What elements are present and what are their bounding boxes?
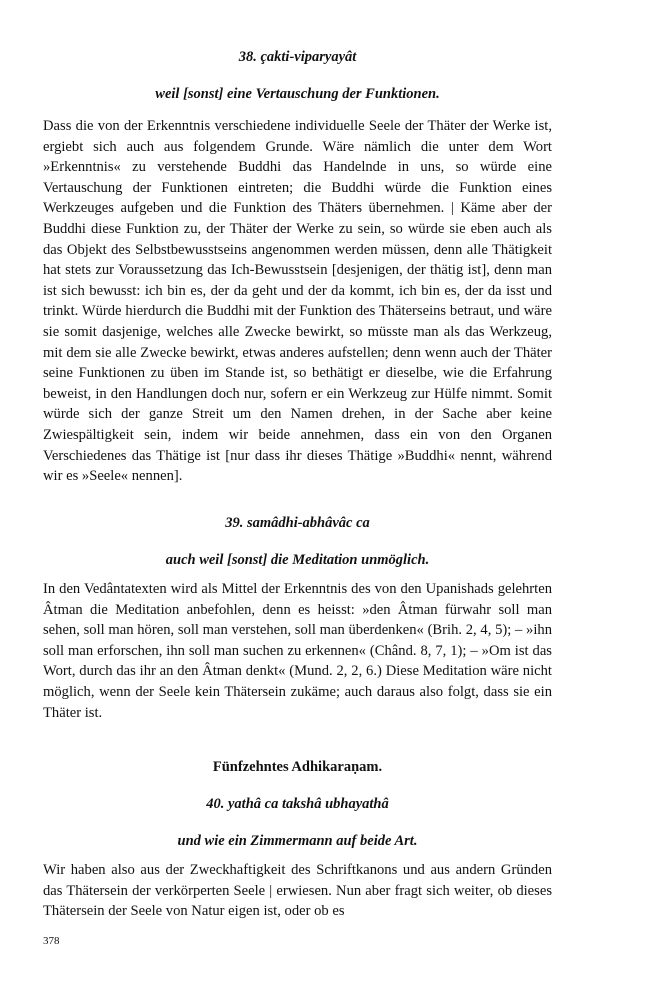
- sutra-39-commentary: In den Vedântatexten wird als Mittel der Erkenntnis des von den Upanishads gelehrten Âtman die Meditation anbefohlen, denn es heisst: »den Âtman fürwahr soll man sehen, soll man hören, soll man verstehen, soll man überdenken« (Brih. 2, 4, 5); – »ihn soll man erforschen, ihn soll man suchen zu erkennen« (Chând. 8, 7, 1); – »Om ist das Wort, durch das ihr an den Âtman denkt« (Mund. 2, 2, 6.) Diese Meditation wäre nicht möglich, wenn der Seele kein Thätersein zukäme; auch daraus also folgt, dass sie ein Thäter ist.: [43, 581, 552, 721]
- sutra-40-translation: und wie ein Zimmermann auf beide Art.: [177, 833, 418, 849]
- page-number: 378: [43, 935, 60, 947]
- sutra-40-commentary: Wir haben also aus der Zweckhaftigkeit des Schriftkanons und aus andern Gründen das Thätersein der verkörperten Seele | erwiesen. Nun aber fragt sich weiter, ob dieses Thätersein der Seele von Natur eigen ist, oder ob es: [43, 862, 552, 920]
- sutra-39-translation: auch weil [sonst] die Meditation unmöglich.: [165, 552, 430, 568]
- sutra-38-heading: 38. çakti-viparyayât: [238, 49, 357, 65]
- sutra-38-commentary: Dass die von der Erkenntnis verschiedene individuelle Seele der Thäter der Werke ist, ergiebt sich auch aus folgendem Grunde. Wäre nämlich die unter dem Wort »Erkenntnis« zu verstehende Buddhi das Handelnde in uns, so würde eine Vertauschung der Funktionen eintreten; die Buddhi würde die Funktion eines Werkzeuges aufgeben und die Funktion des Thäters übernehmen. | Käme aber der Buddhi diese Funktion zu, der Thäter der Werke zu sein, so würde sie eben auch als das Objekt des Selbstbewusstseins angenommen werden müssen, denn alle Thätigkeit hat stets zur Voraussetzung das Ich-Bewusstsein [desjenigen, der thätig ist], denn man ist sich bewusst: ich bin es, der da geht und der da kommt, ich bin es, der da isst und trinkt. Würde hierdurch die Buddhi mit der Funktion des Thäterseins betraut, und wäre sie somit dasjenige, welches alle Zwecke bewirkt, so müsste man als das Werkzeug, mit dem sie alle Zwecke bewirkt, etwas anderes aufstellen; denn wenn auch der Thäter seine Funktionen zu üben im Stande ist, so bethätigt er dieselbe, wie die Erfahrung beweist, in den Handlungen doch nur, sofern er ein Werkzeug zur Hülfe nimmt. Somit würde sich der ganze Streit um den Namen drehen, in der Sache aber keine Zwiespältigkeit sein, indem wir beide annehmen, dass ein von den Organen Verschiedenes das Thätige ist [nur dass ihr dieses Thätige »Buddhi« nennt, während wir es »Seele« nennen].: [43, 118, 552, 485]
- sutra-38-translation: weil [sonst] eine Vertauschung der Funktionen.: [155, 86, 440, 102]
- adhikarana-heading: Fünfzehntes Adhikaraṇam.: [212, 759, 383, 775]
- sutra-40-heading: 40. yathâ ca takshâ ubhayathâ: [206, 796, 389, 812]
- sutra-39-heading: 39. samâdhi-abhâvâc ca: [225, 515, 370, 531]
